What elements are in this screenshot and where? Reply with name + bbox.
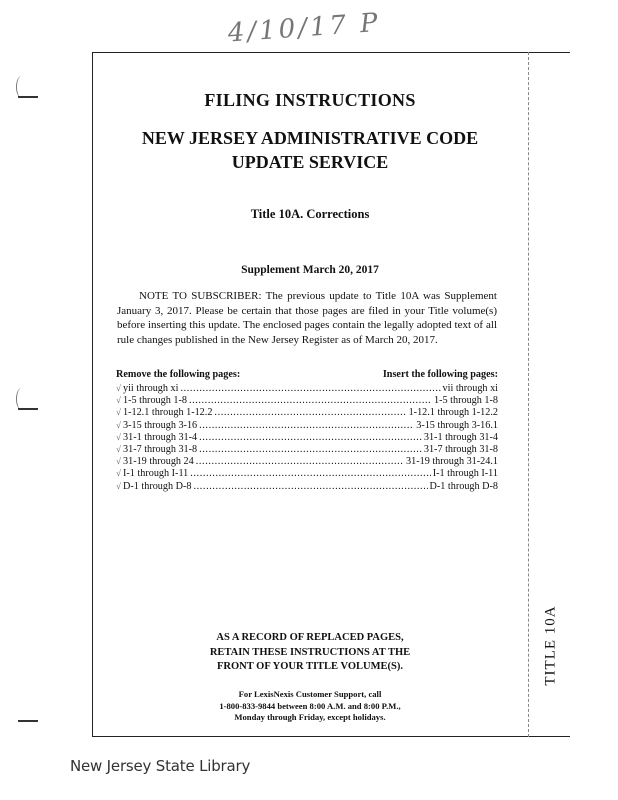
remove-pages: 31-19 through 24	[123, 456, 194, 468]
replacement-row	[116, 467, 498, 479]
remove-header: Remove the following pages:	[116, 369, 241, 380]
library-stamp: New Jersey State Library	[70, 757, 251, 775]
replacement-row	[116, 406, 498, 418]
check-mark-icon: √	[116, 419, 121, 430]
check-mark-icon: √	[116, 395, 121, 406]
replacement-row	[116, 431, 498, 443]
check-mark-icon: √	[116, 468, 121, 479]
replacement-row	[116, 419, 498, 431]
insert-pages: 1-5 through 1-8	[434, 395, 498, 407]
record-notice-line: AS A RECORD OF REPLACED PAGES,	[216, 632, 404, 643]
remove-pages: 1-5 through 1-8	[123, 395, 187, 407]
dot-leader	[199, 432, 422, 444]
list-header	[116, 368, 498, 382]
replacement-rows	[116, 382, 498, 492]
code-name-heading	[92, 126, 528, 174]
remove-pages: I-1 through I-11	[123, 468, 189, 480]
code-title: Title 10A. Corrections	[250, 207, 370, 221]
record-notice	[180, 631, 440, 675]
dot-leader	[199, 420, 414, 432]
insert-pages: 3-15 through 3-16.1	[416, 419, 498, 431]
record-notice-line: RETAIN THESE INSTRUCTIONS AT THE	[209, 646, 411, 658]
page-title: FILING INSTRUCTIONS	[204, 90, 416, 110]
remove-pages: 31-1 through 31-4	[123, 431, 198, 443]
insert-pages: 31-7 through 31-8	[423, 443, 498, 455]
remove-pages: 31-7 through 31-8	[123, 443, 198, 455]
insert-pages: I-1 through I-11	[432, 468, 498, 480]
dot-leader	[190, 468, 430, 480]
page-replacement-list	[116, 368, 498, 492]
dot-leader	[199, 444, 422, 456]
title-tab-label: TITLE 10A	[542, 604, 559, 686]
binder-hole-mark	[16, 76, 27, 98]
remove-pages: 1-12.1 through 1-12.2	[123, 407, 213, 419]
support-line: For LexisNexis Customer Support, call	[238, 689, 382, 699]
dot-leader	[189, 395, 432, 407]
handwritten-date-note: 4/10/17 P	[226, 7, 382, 49]
subscriber-note: NOTE TO SUBSCRIBER: The previous update to Title 10A was Supplement January 3, 2017. Please be certain that those pages are filed in your Title volume(s) before inserting this update. The enclosed pages contain the legally adopted text of all rule changes published in the New Jersey Register as of March 20, 2017.	[117, 290, 497, 346]
binder-hole-mark	[18, 96, 38, 98]
insert-pages: 31-19 through 31-24.1	[406, 456, 498, 468]
replacement-row	[116, 443, 498, 455]
insert-pages: D-1 through D-8	[429, 480, 498, 492]
code-name-line: UPDATE SERVICE	[231, 152, 389, 172]
check-mark-icon: √	[116, 443, 121, 454]
replacement-row	[116, 382, 498, 394]
insert-pages: vii through xi	[442, 383, 498, 394]
dot-leader	[196, 456, 404, 468]
title-tab	[527, 600, 575, 690]
binder-hole-mark	[18, 720, 38, 722]
support-line: 1-800-833-9844 between 8:00 A.M. and 8:00 P.M.,	[219, 700, 401, 711]
dot-leader	[214, 407, 406, 419]
record-notice-line: FRONT OF YOUR TITLE VOLUME(S).	[217, 661, 403, 672]
remove-pages: 3-15 through 3-16	[123, 419, 198, 431]
replacement-row	[116, 480, 498, 492]
check-mark-icon: √	[116, 456, 121, 467]
remove-pages: D-1 through D-8	[123, 480, 192, 492]
check-mark-icon: √	[116, 383, 121, 393]
replacement-row	[116, 394, 498, 406]
supplement-date: Supplement March 20, 2017	[241, 264, 379, 276]
check-mark-icon: √	[116, 480, 121, 491]
insert-pages: 31-1 through 31-4	[423, 431, 498, 443]
dot-leader	[193, 481, 427, 493]
code-name-line: NEW JERSEY ADMINISTRATIVE CODE	[141, 128, 479, 148]
insert-header: Insert the following pages:	[382, 369, 498, 380]
check-mark-icon: √	[116, 431, 121, 442]
binder-hole-mark	[16, 388, 27, 410]
support-line: Monday through Friday, except holidays.	[234, 712, 386, 723]
dot-leader	[180, 383, 440, 395]
customer-support-info	[170, 689, 450, 724]
remove-pages: yii through xi	[123, 383, 179, 394]
insert-pages: 1-12.1 through 1-12.2	[408, 407, 498, 419]
check-mark-icon: √	[116, 407, 121, 418]
binder-hole-mark	[18, 408, 38, 410]
replacement-row	[116, 455, 498, 467]
